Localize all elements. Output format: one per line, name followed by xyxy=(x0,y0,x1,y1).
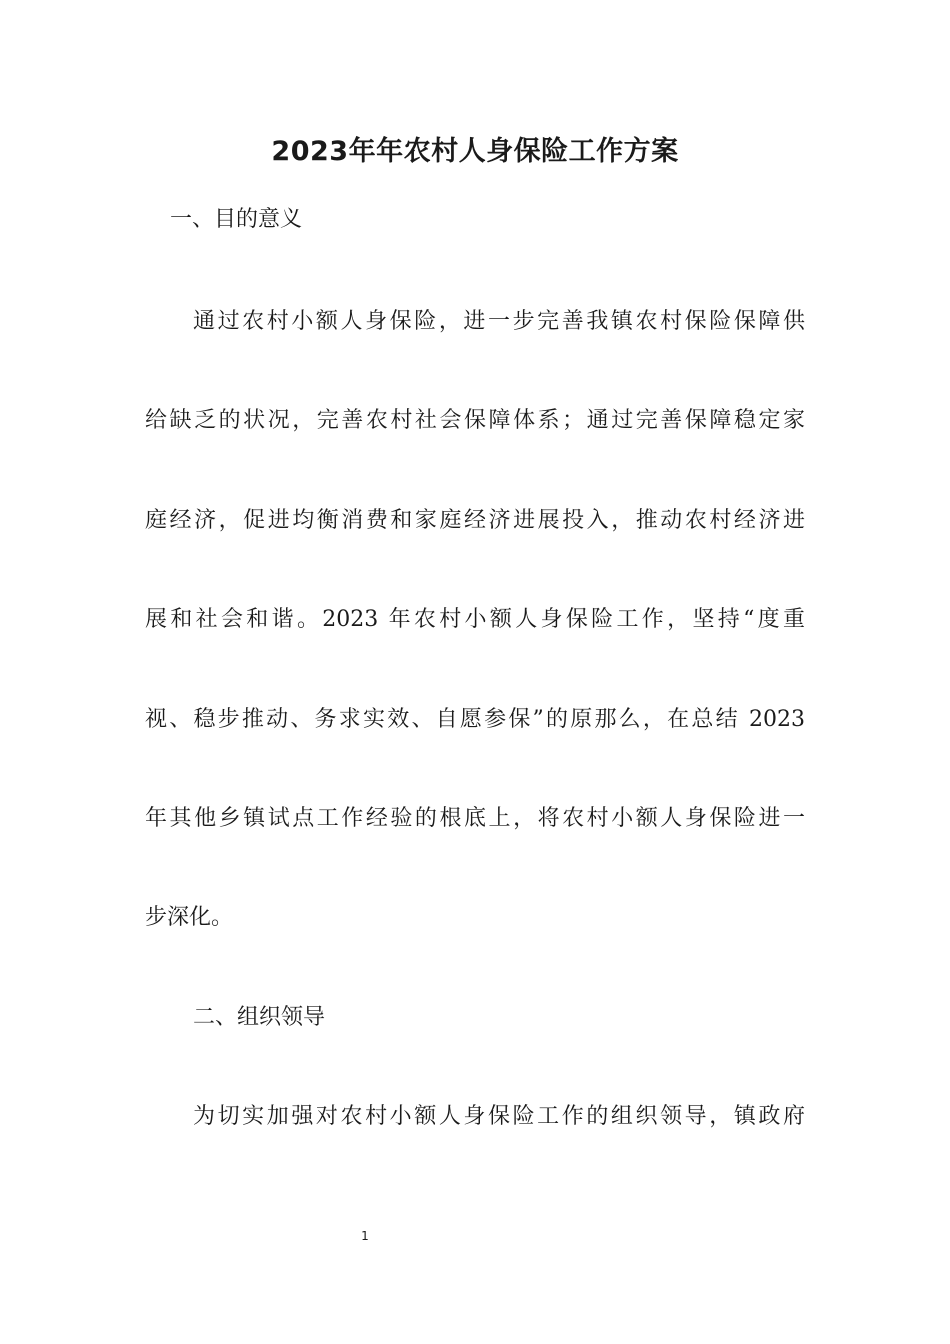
paragraph-line: 通过农村小额人身保险，进一步完善我镇农村保险保障供 xyxy=(193,309,805,334)
paragraph-line: 庭经济，促进均衡消费和家庭经济进展投入，推动农村经济进 xyxy=(145,508,805,533)
paragraph-line: 视、稳步推动、务求实效、自愿参保”的原那么，在总结 2023 xyxy=(145,707,805,732)
paragraph-line: 为切实加强对农村小额人身保险工作的组织领导，镇政府 xyxy=(193,1104,805,1129)
paragraph-line: 年其他乡镇试点工作经验的根底上，将农村小额人身保险进一 xyxy=(145,806,805,831)
document-title: 2023年年农村人身保险工作方案 xyxy=(271,136,679,167)
section-heading-organization: 二、组织领导 xyxy=(193,1005,326,1030)
section-heading-purpose: 一、目的意义 xyxy=(170,207,303,232)
paragraph-line: 步深化。 xyxy=(145,905,234,930)
paragraph-line: 给缺乏的状况，完善农村社会保障体系；通过完善保障稳定家 xyxy=(145,408,805,433)
paragraph-line: 展和社会和谐。2023 年农村小额人身保险工作，坚持“度重 xyxy=(145,607,805,632)
page-number: 1 xyxy=(361,1229,369,1243)
